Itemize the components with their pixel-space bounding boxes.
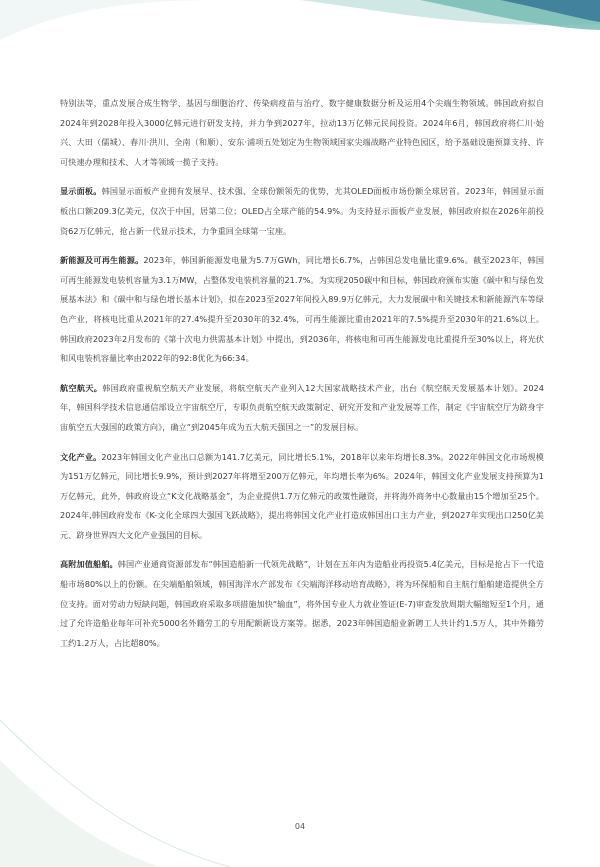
corner-decoration-wave-blue	[500, 0, 600, 22]
paragraph-shipbuilding	[60, 555, 544, 653]
paragraph-heading: 文化产业。	[60, 451, 102, 462]
corner-decoration-wave-light	[300, 0, 600, 25]
paragraph-text: 2023年，韩国新能源发电量为5.7万GWh，同比增长6.7%，占韩国总发电量比重9.6%。截至2023年，韩国可再生能源发电装机容量为3.1万MW，占整体发电装机容量的21.7%。为实现2050碳中和目标，韩国政府颁布实施《碳中和与绿色发展基本法》和《碳中和与绿色增长基本计划》，拟在2023至2027年间投入89.9万亿韩元，大力发展碳中和关键技术和新能源汽车等绿色产业，将核电比重从2021年的27.4%提升至2030年的32.4%，可再生能源比重由2021年的7.5%提升至2030年的21.6%以上。韩国政府2023年2月发布的《第十次电力供需基本计划》中提出，到2036年，将核电和可再生能源发电比重提升至30%以上，将光伏和风电装机容量比率由2022年的92:8优化为66:34。	[60, 255, 544, 364]
corner-decoration-arc-left	[0, 0, 220, 40]
paragraph-biotech	[60, 94, 544, 172]
paragraph-new-energy	[60, 251, 544, 369]
paragraph-text: 韩国政府重视航空航天产业发展，将航空航天产业列入12大国家战略技术产业，出台《航空航天发展基本计划》。2024年，韩国科学技术信息通信部设立宇宙航空厅，专职负责航空航天政策制定、研究开发和产业发展等工作，制定《宇宙航空厅为跻身宇宙航空五大强国的政策方向》，确立“到2045年成为五大航天强国之一”的发展目标。	[60, 382, 544, 432]
paragraph-text: 特别法等，重点发展合成生物学、基因与细胞治疗、传染病疫苗与治疗、数字健康数据分析及运用4个尖端生物领域。韩国政府拟自2024年到2028年投入3000亿韩元进行研发支持，并力争到2027年，拉动13万亿韩元民间投资。2024年6月，韩国政府将仁川·始兴、大田（儒城）、春川·洪川、全南（和顺）、安东·浦项五处划定为生物领域国家尖端战略产业特色园区，给予基础设施预算支持、许可快速办理和技术、人才等领域一揽子支持。	[60, 98, 544, 167]
corner-decoration-line-bottom	[0, 720, 230, 867]
paragraph-culture	[60, 448, 544, 546]
page-number: 04	[294, 822, 306, 831]
paragraph-heading: 显示面板。	[60, 186, 102, 197]
paragraph-text: 2023年韩国文化产业出口总额为141.7亿美元，同比增长5.1%，2018年以来年均增长8.3%。2022年韩国文化市场规模为151万亿韩元，同比增长9.9%，预计到2027年将增至200万亿韩元，年均增长率为6%。2024年，韩国文化产业发展支持预算为1万亿韩元，此外，韩政府设立“K文化战略基金”，为企业提供1.7万亿韩元的政策性融资，并将海外商务中心数量由15个增加至25个。2024年,韩国政府发布《K-文化全球四大强国飞跃战略》，提出将韩国文化产业打造成韩国出口主力产业，到2027年实现出口250亿美元、跻身世界四大文化产业强国的目标。	[60, 451, 544, 540]
paragraph-text: 韩国产业通商资源部发布“韩国造船新一代领先战略”，计划在五年内为造船业再投资5.4亿美元，目标是抢占下一代造船市场80%以上的份额。在尖端船舶领域，韩国海洋水产部发布《尖端海洋移动培育战略》，将为环保船和自主航行船舶建造提供全方位支持。面对劳动力短缺问题，韩国政府采取多项措施加快“输血”，将外国专业人力就业签证(E-7)审查发放周期大幅缩短至1个月，通过了允许造船业每年可补充5000名外籍劳工的专用配额新设方案等。据悉，2023年韩国造船业新聘工人共计约1.5万人，其中外籍劳工约1.2万人，占比超80%。	[60, 559, 544, 648]
document-body	[60, 94, 544, 663]
paragraph-heading: 高附加值船舶。	[60, 559, 118, 570]
corner-decoration-curve-bottom	[0, 760, 160, 867]
paragraph-aerospace	[60, 379, 544, 438]
paragraph-heading: 新能源及可再生能源。	[60, 255, 144, 266]
corner-decoration-wave-teal	[420, 0, 600, 30]
paragraph-heading: 航空航天。	[60, 382, 103, 393]
paragraph-text: 韩国显示面板产业拥有发展早、技术强、全球份额领先的优势，尤其OLED面板市场份额全球居首。2023年，韩国显示面板出口额209.3亿美元，仅次于中国，居第二位；OLED占全球产能的54.9%。为支持显示面板产业发展，韩国政府拟在2026年前投资62万亿韩元，抢占新一代显示技术，力争重回全球第一宝座。	[60, 186, 544, 236]
paragraph-display-panel	[60, 182, 544, 241]
